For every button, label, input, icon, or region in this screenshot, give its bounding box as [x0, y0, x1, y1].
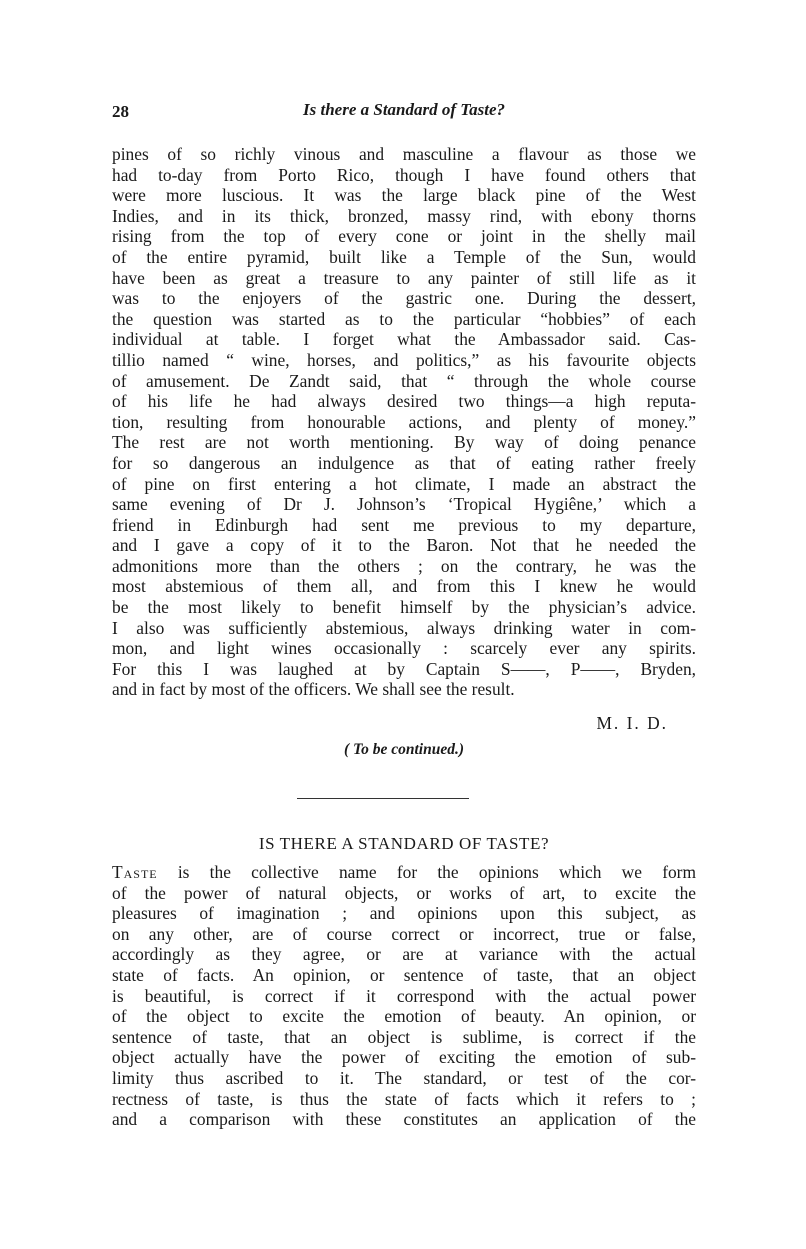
text-line: state of facts. An opinion, or sentence of taste, that an object [112, 964, 696, 985]
text-line: For this I was laughed at by Captain S——, P——, Bryden, [112, 658, 696, 679]
text-line: tillio named “ wine, horses, and politics,” as his favourite objects [112, 349, 696, 370]
drop-word: Taste [112, 862, 158, 882]
text-line: of the object to excite the emotion of beauty. An opinion, or [112, 1006, 696, 1027]
section-divider-rule [297, 798, 469, 799]
text-line: most abstemious of them all, and from this I knew he would [112, 576, 696, 597]
text-line: on any other, are of course correct or incorrect, true or false, [112, 923, 696, 944]
text-line: sentence of taste, that an object is sublime, is correct if the [112, 1026, 696, 1047]
text-line: of the entire pyramid, built like a Temple of the Sun, would [112, 246, 696, 267]
text-line: were more luscious. It was the large black pine of the West [112, 185, 696, 206]
first-line-rest: is the collective name for the opinions which we form [157, 862, 696, 882]
text-line: and I gave a copy of it to the Baron. Not that he needed the [112, 535, 696, 556]
text-line: rectness of taste, is thus the state of facts which it refers to ; [112, 1088, 696, 1109]
text-line: tion, resulting from honourable actions, and plenty of money.” [112, 411, 696, 432]
text-line: have been as great a treasure to any painter of still life as it [112, 267, 696, 288]
text-line: mon, and light wines occasionally : scarcely ever any spirits. [112, 638, 696, 659]
text-line: of his life he had always desired two things—a high reputa- [112, 391, 696, 412]
author-signature: M. I. D. [596, 713, 668, 733]
text-line: had to-day from Porto Rico, though I have found others that [112, 164, 696, 185]
text-line: accordingly as they agree, or are at variance with the actual [112, 944, 696, 965]
text-line: object actually have the power of exciting the emotion of sub- [112, 1047, 696, 1068]
text-line: be the most likely to benefit himself by the physician’s advice. [112, 597, 696, 618]
text-line: of the power of natural objects, or works of art, to excite the [112, 882, 696, 903]
text-line: same evening of Dr J. Johnson’s ‘Tropical Hygiêne,’ which a [112, 494, 696, 515]
text-line: pleasures of imagination ; and opinions upon this subject, as [112, 903, 696, 924]
text-line: I also was sufficiently abstemious, always drinking water in com- [112, 617, 696, 638]
text-line-first [112, 862, 696, 883]
to-be-continued-note: ( To be continued.) [344, 741, 464, 758]
running-title: Is there a Standard of Taste? [303, 100, 505, 119]
article-body [112, 862, 696, 1130]
text-line: Indies, and in its thick, bronzed, massy rind, with ebony thorns [112, 205, 696, 226]
text-line: The rest are not worth mentioning. By way of doing penance [112, 432, 696, 453]
text-line: and a comparison with these constitutes an application of the [112, 1109, 696, 1130]
text-line: was to the enjoyers of the gastric one. During the dessert, [112, 288, 696, 309]
text-line: and in fact by most of the officers. We shall see the result. [112, 679, 515, 700]
text-line: is beautiful, is correct if it correspond with the actual power [112, 985, 696, 1006]
continuation-text [112, 144, 696, 700]
text-line: pines of so richly vinous and masculine a flavour as those we [112, 144, 696, 164]
text-line: of pine on first entering a hot climate, I made an abstract the [112, 473, 696, 494]
text-line: the question was started as to the particular “hobbies” of each [112, 308, 696, 329]
page-number: 28 [112, 102, 129, 121]
text-line: of amusement. De Zandt said, that “ through the whole course [112, 370, 696, 391]
text-line: limity thus ascribed to it. The standard, or test of the cor- [112, 1067, 696, 1088]
text-line: individual at table. I forget what the Ambassador said. Cas- [112, 329, 696, 350]
running-head [112, 100, 696, 126]
text-line: admonitions more than the others ; on the contrary, he was the [112, 555, 696, 576]
text-line: rising from the top of every cone or joint in the shelly mail [112, 226, 696, 247]
text-line: friend in Edinburgh had sent me previous to my departure, [112, 514, 696, 535]
text-line: for so dangerous an indulgence as that of eating rather freely [112, 452, 696, 473]
article-heading: IS THERE A STANDARD OF TASTE? [258, 834, 550, 853]
